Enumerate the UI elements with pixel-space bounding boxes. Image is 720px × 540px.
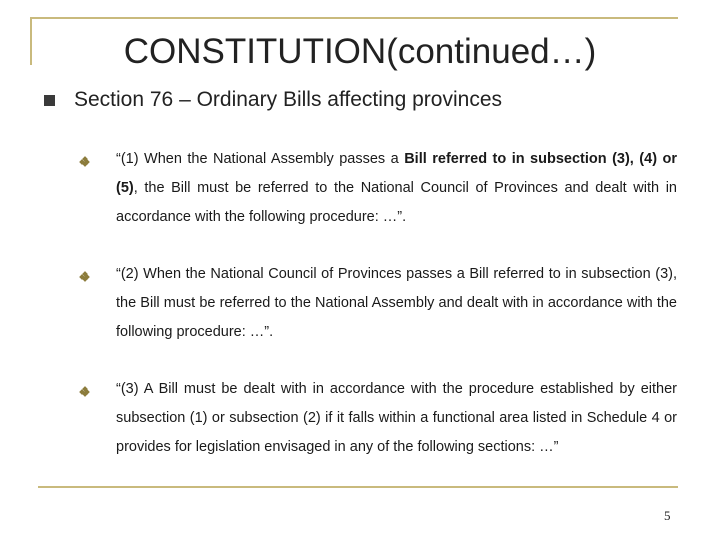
diamond-bullet-icon: [80, 272, 89, 281]
section-heading: Section 76 – Ordinary Bills affecting provinces: [74, 88, 502, 111]
bullet-paragraph-1: [116, 145, 677, 232]
square-bullet-icon: [44, 95, 55, 106]
diamond-bullet-icon: [80, 157, 89, 166]
page-number: 5: [664, 508, 671, 523]
top-rule: [30, 17, 678, 19]
bullet-1-text-start: “(1) When the National Assembly passes a: [116, 151, 405, 167]
bullet-1-text-end: , the Bill must be referred to the National Council of Provinces and dealt with in accordance with the following procedure: …”.: [116, 180, 677, 225]
bullet-paragraph-3: “(3) A Bill must be dealt with in accordance with the procedure established by either subsection (1) or subsection (2) if it falls within a functional area listed in Schedule 4 or provides for legislation envisaged in any of the following sections: …”: [116, 381, 677, 455]
bullet-1-bold-text: Bill referred to in subsection (3), (4) or (5): [116, 151, 678, 196]
slide-title: CONSTITUTION(continued…): [123, 32, 597, 71]
left-rule: [30, 17, 32, 65]
diamond-bullet-icon: [80, 387, 89, 396]
bullet-paragraph-2: “(2) When the National Council of Provinces passes a Bill referred to in subsection (3), the Bill must be referred to the National Assembly and dealt with in accordance with the following procedure: …”.: [116, 266, 677, 340]
bottom-rule: [38, 486, 678, 488]
